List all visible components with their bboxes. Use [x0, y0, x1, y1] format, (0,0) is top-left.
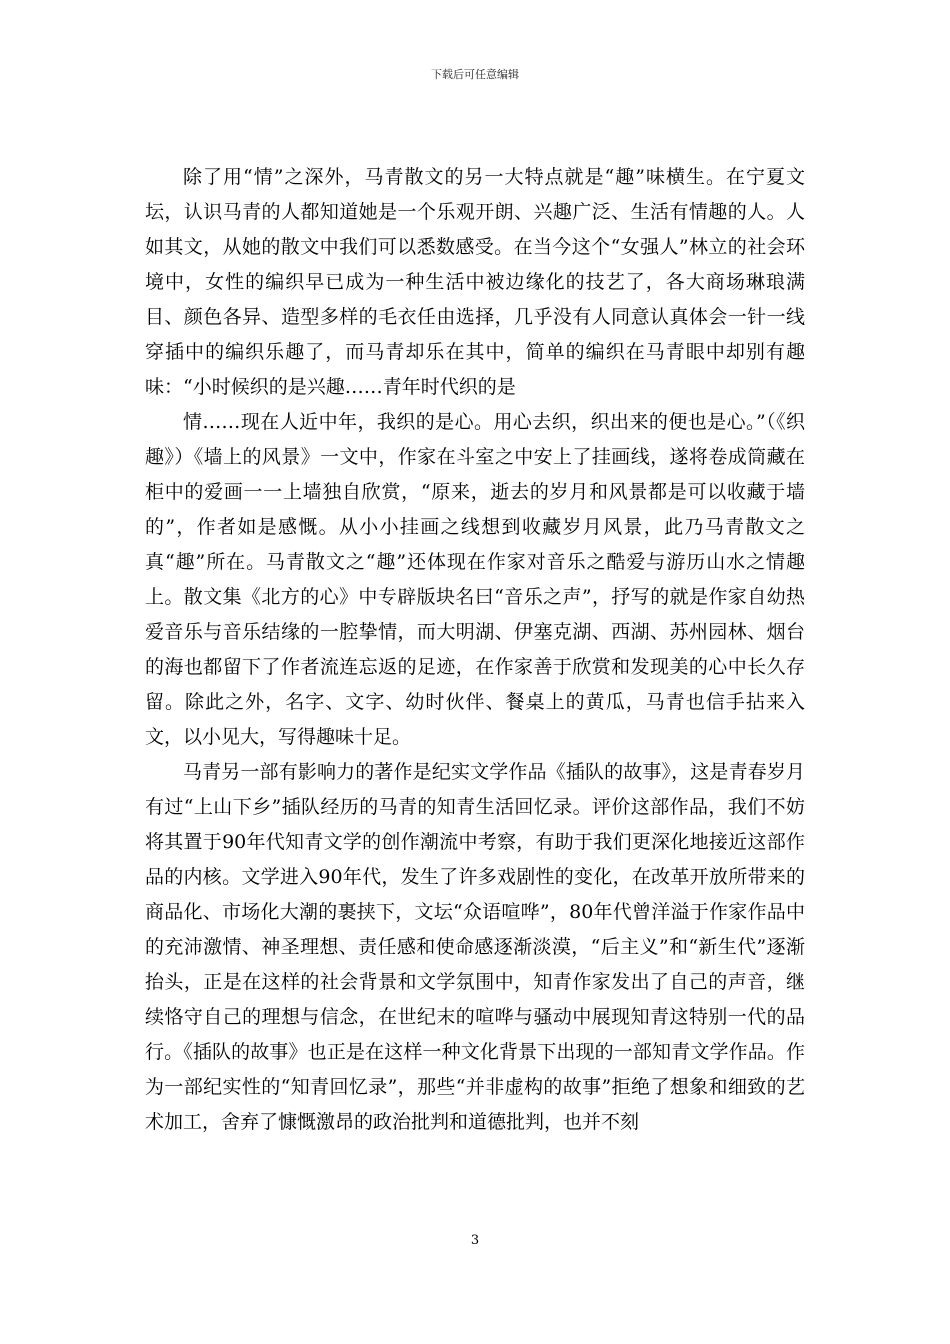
paragraph: 除了用“情”之深外，马青散文的另一大特点就是“趣”味横生。在宁夏文坛，认识马青的人都知道她是一个乐观开朗、兴趣广泛、生活有情趣的人。人如其文，从她的散文中我们可以悉数感受。在当今这个“女强人”林立的社会环境中，女性的编织早已成为一种生活中被边缘化的技艺了，各大商场琳琅满目、颜色各异、造型多样的毛衣任由选择，几乎没有人同意认真体会一针一线穿插中的编织乐趣了，而马青却乐在其中，简单的编织在马青眼中却别有趣味：“小时候织的是兴趣……青年时代织的是 [145, 166, 805, 398]
page-header: 下载后可任意编辑 [431, 68, 519, 81]
page-number: 3 [470, 1233, 480, 1248]
paragraph: 情……现在人近中年，我织的是心。用心去织，织出来的便也是心。”（《织趣》）《墙上的风景》一文中，作家在斗室之中安上了挂画线，遂将卷成筒藏在柜中的爱画一一上墙独自欣赏，“原来，逝去的岁月和风景都是可以收藏于墙的”，作者如是感慨。从小小挂画之线想到收藏岁月风景，此乃马青散文之真“趣”所在。马青散文之“趣”还体现在作家对音乐之酷爱与游历山水之情趣上。散文集《北方的心》中专辟版块名曰“音乐之声”，抒写的就是作家自幼热爱音乐与音乐结缘的一腔挚情，而大明湖、伊塞克湖、西湖、苏州园林、烟台的海也都留下了作者流连忘返的足迹，在作家善于欣赏和发现美的心中长久存留。除此之外，名字、文字、幼时伙伴、餐桌上的黄瓜，马青也信手拈来入文，以小见大，写得趣味十足。 [145, 411, 805, 748]
paragraph: 马青另一部有影响力的著作是纪实文学作品《插队的故事》，这是青春岁月有过“上山下乡”插队经历的马青的知青生活回忆录。评价这部作品，我们不妨将其置于90年代知青文学的创作潮流中考察，有助于我们更深化地接近这部作品的内核。文学进入90年代，发生了许多戏剧性的变化，在改革开放所带来的商品化、市场化大潮的裹挟下，文坛“众语喧哗”，80年代曾洋溢于作家作品中的充沛激情、神圣理想、责任感和使命感逐渐淡漠，“后主义”和“新生代”逐渐抬头，正是在这样的社会背景和文学氛围中，知青作家发出了自己的声音，继续恪守自己的理想与信念，在世纪末的喧哗与骚动中展现知青这特别一代的品行。《插队的故事》也正是在这样一种文化背景下出现的一部知青文学作品。作为一部纪实性的“知青回忆录”，那些“并非虚构的故事”拒绝了想象和细致的艺术加工，舍弃了慷慨激昂的政治批判和道德批判，也并不刻 [145, 761, 805, 1133]
document-body [145, 160, 805, 1140]
